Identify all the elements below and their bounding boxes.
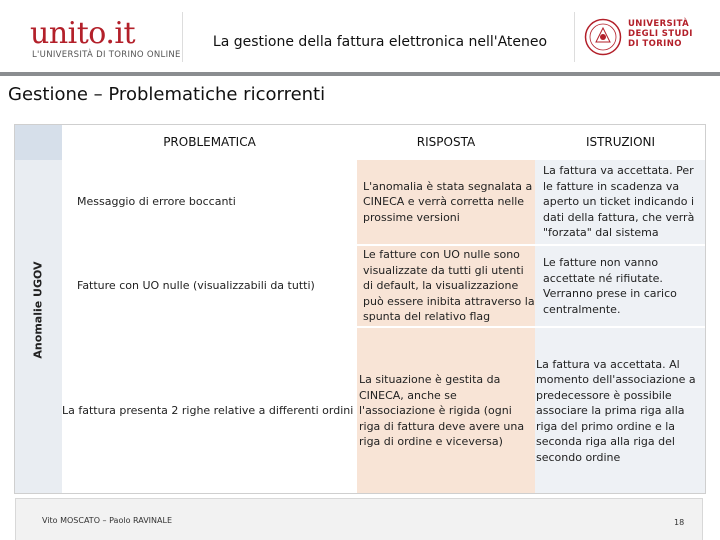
istruzioni-text: La fattura va accettata. Per le fatture in scadenza va aperto un ticket indicando i dati della fattura, che verrà "forzata" dal sistema xyxy=(543,164,695,240)
risposta-text: La situazione è gestita da CINECA, anche se l'associazione è rigida (ogni riga di fattura deve avere una riga di ordine e viceversa) xyxy=(359,373,525,449)
istruzioni-text: La fattura va accettata. Al momento dell'associazione a predecessore è possibile associare la prima riga alla riga del primo ordine e la seconda riga alla riga del secondo ordine xyxy=(536,357,696,464)
university-name-line: DEGLI STUDI xyxy=(628,29,693,39)
column-header-istruzioni: ISTRUZIONI xyxy=(535,124,706,160)
table-row xyxy=(62,160,357,244)
istruzioni-cell xyxy=(535,328,706,494)
istruzioni-cell xyxy=(535,160,706,244)
side-label: Anomalie UGOV xyxy=(31,261,45,359)
risposta-text: Le fatture con UO nulle sono visualizzate da tutti gli utenti di default, la visualizzazione può essere inibita attraverso la spunta del relativo flag xyxy=(363,248,535,324)
university-name-line: DI TORINO xyxy=(628,39,682,49)
header-divider xyxy=(182,12,183,62)
logo-tagline: L'UNIVERSITÀ DI TORINO ONLINE xyxy=(32,50,181,60)
table-row xyxy=(62,328,357,494)
footer-authors: Vito MOSCATO – Paolo RAVINALE xyxy=(42,516,172,525)
page-title: Gestione – Problematiche ricorrenti xyxy=(8,84,326,105)
problematica-cell: Fatture con UO nulle (visualizzabili da tutti) xyxy=(77,279,315,293)
risposta-text: L'anomalia è stata segnalata a CINECA e verrà corretta nelle prossime versioni xyxy=(363,179,533,224)
header-corner xyxy=(14,124,62,160)
header-rule xyxy=(0,72,720,76)
risposta-cell xyxy=(357,246,535,326)
university-seal-icon xyxy=(584,18,622,56)
risposta-cell xyxy=(357,160,535,244)
istruzioni-text: Le fatture non vanno accettate né rifiutate. Verranno prese in carico centralmente. xyxy=(543,256,677,316)
risposta-cell xyxy=(357,328,535,494)
column-header-risposta: RISPOSTA xyxy=(357,124,535,160)
istruzioni-cell xyxy=(535,246,706,326)
header-divider xyxy=(574,12,575,62)
table-row xyxy=(62,246,357,326)
university-name-line: UNIVERSITÀ xyxy=(628,19,690,29)
problematica-cell: Messaggio di errore boccanti xyxy=(77,195,236,209)
header-title: La gestione della fattura elettronica nell'Ateneo xyxy=(212,34,548,50)
page-number: 18 xyxy=(674,518,685,527)
column-header-problematica: PROBLEMATICA xyxy=(62,124,357,160)
logo-wordmark: unito.it xyxy=(30,16,136,51)
problematica-cell: La fattura presenta 2 righe relative a differenti ordini xyxy=(62,404,354,418)
university-name xyxy=(628,19,693,49)
issues-table xyxy=(14,124,706,494)
unito-logo xyxy=(30,16,181,60)
